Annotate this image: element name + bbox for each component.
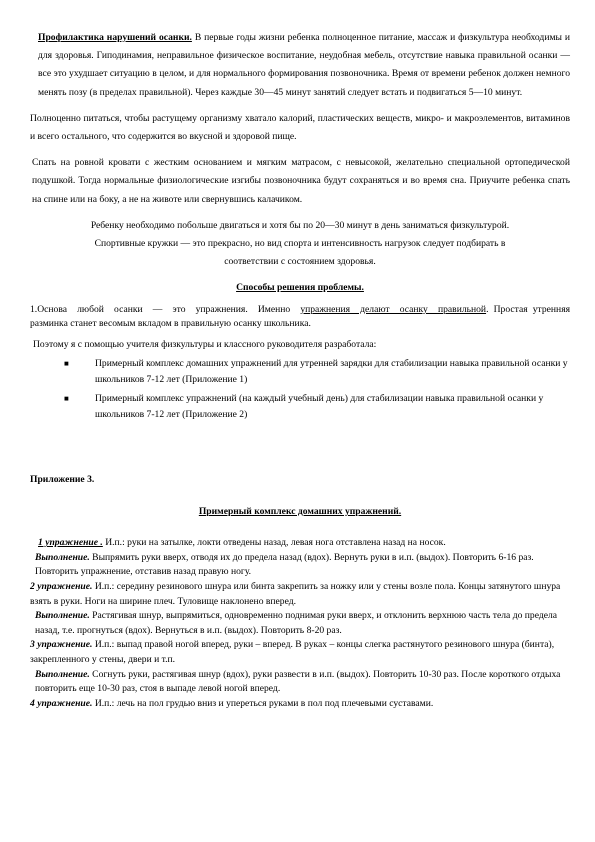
list-item bbox=[30, 356, 570, 389]
exercise-2-start-text: И.п.: середину резинового шнура или бинта закрепить за ножку или у стены возле пола. Концы затянутого шнура взять в руки. Ноги на ширине плеч. Туловище наклонено вперед. bbox=[30, 581, 561, 607]
section-title: Способы решения проблемы. bbox=[236, 282, 364, 294]
appendix-label: Приложение 3. bbox=[30, 473, 95, 485]
exercise-1-name: 1 упражнение . bbox=[38, 537, 103, 549]
activity-line-1: Ребенку необходимо побольше двигаться и хотя бы по 20—30 минут в день заниматься физкультурой. bbox=[90, 219, 510, 231]
exercise-2-exec-label: Выполнение. bbox=[35, 610, 90, 622]
exercise-3-exec-label: Выполнение. bbox=[35, 668, 90, 680]
bullet-list bbox=[30, 356, 570, 424]
paragraph-posture-prevention bbox=[30, 29, 570, 102]
exercise-4-start bbox=[30, 697, 570, 712]
exercise-list bbox=[30, 536, 570, 711]
paragraph-activity bbox=[30, 217, 570, 272]
list-item-text: Примерный комплекс домашних упражнений для утренней зарядки для стабилизации навыка правильной осанки у школьников 7-12 лет (Приложение 1) bbox=[95, 357, 568, 386]
exercise-3-name: 3 упражнение. bbox=[30, 639, 93, 651]
exercise-2-name: 2 упражнение. bbox=[30, 581, 93, 593]
paragraph-number: 1. bbox=[30, 303, 38, 315]
document-page bbox=[30, 29, 570, 711]
exercise-4-start-text: И.п.: лечь на пол грудью вниз и упереться руками в пол под плечевыми суставами. bbox=[92, 697, 434, 709]
paragraph-text: В первые годы жизни ребенка полноценное питание, массаж и физкультура необходимы и для здоровья. Гиподинамия, неправильное физическое воспитание, неудобная мебель, отсутствие навыка правильной осанки — все это ухудшает ситуацию в целом, и для нормального формирования позвоночника. Время от времени ребенок должен немного менять позу (в пределах правильной). Через каждые 30—45 минут занятий следует встать и подвигаться 5—10 минут. bbox=[38, 32, 571, 98]
paragraph-nutrition: Полноценно питаться, чтобы растущему организму хватало калорий, пластических веществ, микро- и макроэлементов, витаминов и всего остального, что содержится во вкусной и здоровой пище. bbox=[30, 112, 570, 143]
exercise-4-name: 4 упражнение. bbox=[30, 697, 93, 709]
paragraph-text-after: . Простая утренняя разминка станет весомым вкладом в правильную осанку школьника. bbox=[30, 303, 571, 330]
exercise-1-start bbox=[30, 536, 570, 551]
underlined-phrase: упражнения делают осанку правильной bbox=[300, 303, 487, 315]
paragraph-text-before: Основа любой осанки — это упражнения. Именно bbox=[37, 303, 301, 315]
activity-line-3: соответствии с состоянием здоровья. bbox=[224, 256, 376, 268]
exercise-1-start-text: И.п.: руки на затылке, локти отведены назад, левая нога отставлена назад на носок. bbox=[102, 537, 446, 549]
exercise-3-start bbox=[30, 638, 570, 667]
exercise-3-start-text: И.п.: выпад правой ногой вперед, руки – вперед. В руках – концы слегка растянутого резинового шнура (бинта), закрепленного у стены, двери и т.п. bbox=[30, 639, 555, 665]
bullet-square-icon: ■ bbox=[64, 358, 69, 368]
exercise-1-execution bbox=[30, 551, 570, 580]
exercise-3-execution bbox=[30, 668, 570, 697]
exercises-title: Примерный комплекс домашних упражнений. bbox=[198, 506, 402, 518]
list-item bbox=[30, 391, 570, 424]
paragraph-sleep: Спать на ровной кровати с жестким основанием и мягким матрасом, с невысокой, желательно специальной ортопедической подушкой. Тогда нормальные физиологические изгибы позвоночника будут сохраняться и во время сна. Приучите ребенка спать на спине или на боку, а не на животе или свернувшись калачиком. bbox=[32, 157, 570, 205]
exercise-2-execution bbox=[30, 609, 570, 638]
exercise-1-exec-label: Выполнение. bbox=[35, 551, 90, 563]
activity-line-2: Спортивные кружки — это прекрасно, но вид спорта и интенсивность нагрузок следует подбирать в bbox=[94, 238, 506, 250]
exercise-2-start bbox=[30, 580, 570, 609]
paragraph-developed: Поэтому я с помощью учителя физкультуры и классного руководителя разработала: bbox=[33, 338, 377, 350]
exercise-3-exec-text: Согнуть руки, растягивая шнур (вдох), руки развести в и.п. (выдох). Повторить 10-30 раз. После короткого отдыха повторить еще 10-30 раз, стоя в выпаде левой ногой вперед. bbox=[35, 668, 561, 695]
list-item-text: Примерный комплекс упражнений (на каждый учебный день) для стабилизации навыка правильной осанки у школьников 7-12 лет (Приложение 2) bbox=[95, 392, 544, 421]
bullet-square-icon: ■ bbox=[64, 393, 69, 403]
heading-posture-prevention: Профилактика нарушений осанки. bbox=[38, 32, 192, 43]
paragraph-exercises-basis bbox=[30, 303, 570, 332]
exercise-1-exec-text: Выпрямить руки вверх, отводя их до предела назад (вдох). Вернуть руки в и.п. (выдох). Повторить 6-16 раз. Повторить упражнение, отставив назад правую ногу. bbox=[35, 551, 534, 578]
exercise-2-exec-text: Растягивая шнур, выпрямиться, одновременно поднимая руки вверх, и отклонить верхнюю часть тела до предела назад, т.е. прогнуться (вдох). Вернуться в и.п. (выдох). Повторить 8-20 раз. bbox=[35, 610, 558, 636]
